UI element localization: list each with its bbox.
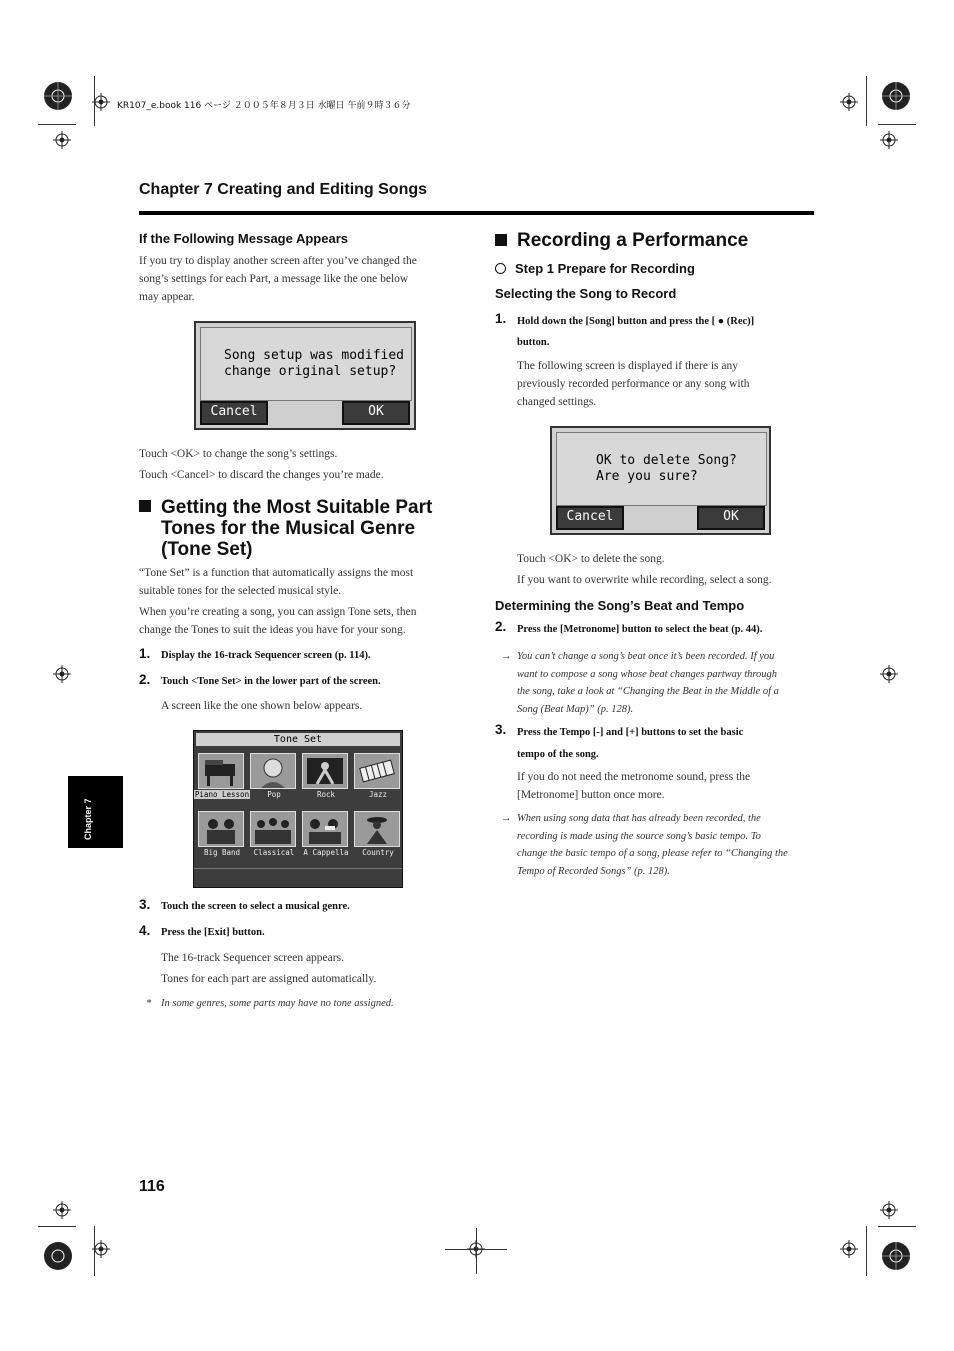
genre-pop-label: Pop: [267, 790, 281, 799]
crop-mark: [866, 1226, 867, 1276]
step-3: 3.: [139, 897, 151, 912]
crop-mark: [866, 76, 867, 126]
orchestra-icon: [251, 812, 295, 846]
registration-target-icon: [42, 1240, 74, 1277]
crosshair-icon: [92, 93, 110, 116]
genre-country-label: Country: [362, 848, 394, 857]
beat-tempo-heading: Determining the Song’s Beat and Tempo: [495, 598, 745, 613]
genre-jazz-label: Jazz: [368, 790, 388, 799]
tone-set-intro: “Tone Set” is a function that automatically assigns the most suitable tones for the selected musical style.: [139, 567, 414, 597]
footnote-mark: *: [146, 998, 152, 1009]
genre-rock-tile[interactable]: [302, 753, 348, 789]
ok-button[interactable]: OK: [342, 401, 410, 425]
genre-big-band-label: Big Band: [203, 848, 241, 857]
recording-section-heading: Recording a Performance: [495, 230, 748, 251]
tones-assigned-text: Tones for each part are assigned automatically.: [161, 973, 377, 985]
genre-pop-tile[interactable]: [250, 753, 296, 789]
genre-piano-lesson-tile[interactable]: [198, 753, 244, 789]
genre-country-tile[interactable]: [354, 811, 400, 847]
keyboard-icon: [355, 754, 399, 788]
step-3-text: Touch the screen to select a musical genre.: [161, 901, 350, 912]
piano-icon: [199, 754, 243, 788]
footnote: In some genres, some parts may have no tone assigned.: [161, 998, 394, 1009]
delete-song-dialog: [550, 426, 771, 535]
registration-target-icon: [880, 1240, 912, 1277]
rec-step-2-text: Press the [Metronome] button to select the beat (p. 44).: [517, 624, 763, 635]
select-song-heading: Selecting the Song to Record: [495, 286, 677, 301]
section-square-icon: [495, 234, 507, 246]
overwrite-text: If you want to overwrite while recording, select a song.: [517, 574, 772, 586]
circle-bullet-icon: [495, 263, 506, 274]
setup-modified-dialog: [194, 321, 416, 430]
genre-classical-tile[interactable]: [250, 811, 296, 847]
genre-jazz-tile[interactable]: [354, 753, 400, 789]
step-4: 4.: [139, 923, 151, 938]
band-icon: [199, 812, 243, 846]
genre-piano-lesson-label: Piano Lesson: [194, 790, 250, 799]
section-square-icon: [139, 500, 151, 512]
genre-big-band-tile[interactable]: [198, 811, 244, 847]
singer-icon: [251, 754, 295, 788]
step-1-text: Display the 16-track Sequencer screen (p. 114).: [161, 650, 371, 661]
ok-button[interactable]: OK: [697, 506, 765, 530]
crosshair-icon: [53, 1201, 71, 1224]
touch-ok-text: Touch <OK> to change the song’s settings.: [139, 448, 338, 460]
vocal-group-icon: [303, 812, 347, 846]
rec-step-1-line1: Hold down the [Song] button and press the [ ● (Rec)]: [517, 316, 755, 327]
rec-step-1-number: 1.: [495, 311, 507, 326]
dialog-message: Song setup was modified change original setup?: [224, 348, 405, 379]
crosshair-icon: [840, 1240, 858, 1263]
rec-step-1-body: The following screen is displayed if there is any previously recorded performance or any song with changed settings.: [517, 360, 750, 408]
registration-target-icon: [880, 80, 912, 117]
crosshair-icon: [92, 1240, 110, 1263]
touch-cancel-text: Touch <Cancel> to discard the changes you’re made.: [139, 469, 384, 481]
step-4-text: Press the [Exit] button.: [161, 927, 265, 938]
crop-mark: [476, 1228, 477, 1274]
genre-a-cappella-tile[interactable]: [302, 811, 348, 847]
crosshair-icon: [880, 131, 898, 154]
crop-mark: [878, 124, 916, 125]
file-info: KR107_e.book 116 ページ ２００５年８月３日 水曜日 午前９時３６分: [117, 101, 411, 111]
cancel-button[interactable]: Cancel: [556, 506, 624, 530]
chapter-tab-label: Chapter 7: [83, 798, 93, 840]
genre-classical-label: Classical: [253, 848, 295, 857]
sequencer-appears-text: The 16-track Sequencer screen appears.: [161, 952, 344, 964]
beat-note: You can’t change a song’s beat once it’s been recorded. If you want to compose a song whose beat changes partway through the song, take a look at “Changing the Beat in the Middle of a Song (Beat Map)” (p. 128).: [517, 651, 779, 715]
tone-set-intro-2: When you’re creating a song, you can assign Tone sets, then change the Tones to suit the ideas you have for your song.: [139, 606, 417, 636]
message-heading: If the Following Message Appears: [139, 231, 348, 246]
rec-step-3-number: 3.: [495, 722, 507, 737]
genre-rock-label: Rock: [316, 790, 336, 799]
rec-step-3-line2: tempo of the song.: [517, 749, 599, 760]
genre-a-cappella-label: A Cappella: [303, 848, 349, 857]
screen-appears-text: A screen like the one shown below appears.: [161, 700, 363, 712]
guitarist-icon: [303, 754, 347, 788]
message-paragraph: If you try to display another screen after you’ve changed the song’s settings for each Part, a message like the one below may appear.: [139, 255, 417, 303]
step-2-text: Touch <Tone Set> in the lower part of the screen.: [161, 676, 381, 687]
crop-mark: [878, 1226, 916, 1227]
crosshair-icon: [53, 665, 71, 688]
crop-mark: [38, 124, 76, 125]
crosshair-icon: [53, 131, 71, 154]
chapter-side-tab: [68, 776, 123, 848]
note-arrow-icon: →: [501, 813, 512, 824]
note-arrow-icon: →: [501, 651, 512, 662]
tone-set-section-heading: Getting the Most Suitable Part Tones for the Musical Genre (Tone Set): [139, 497, 469, 560]
dialog-message: OK to delete Song? Are you sure?: [596, 453, 737, 484]
crosshair-icon: [880, 665, 898, 688]
tempo-note: When using song data that has already been recorded, the recording is made using the source song’s basic tempo. To change the basic tempo of a song, please refer to “Changing the Tempo of Recorded Songs” (p. 128).: [517, 813, 788, 877]
crosshair-icon: [840, 93, 858, 116]
chapter-title: Chapter 7 Creating and Editing Songs: [139, 181, 428, 198]
step-1: 1.: [139, 646, 151, 661]
tone-set-screen: [193, 730, 403, 888]
cowboy-icon: [355, 812, 399, 846]
rec-step-3-line1: Press the Tempo [-] and [+] buttons to set the basic: [517, 727, 744, 738]
header-rule: [139, 211, 814, 215]
touch-ok-delete-text: Touch <OK> to delete the song.: [517, 553, 665, 565]
crop-mark: [38, 1226, 76, 1227]
crosshair-icon: [880, 1201, 898, 1224]
registration-target-icon: [42, 80, 74, 117]
page-number: 116: [139, 1178, 165, 1195]
step-2: 2.: [139, 672, 151, 687]
rec-step-3-body: If you do not need the metronome sound, press the [Metronome] button once more.: [517, 771, 751, 801]
rec-step-2-number: 2.: [495, 619, 507, 634]
rec-step-1-line2: button.: [517, 337, 550, 348]
cancel-button[interactable]: Cancel: [200, 401, 268, 425]
tone-set-title: Tone Set: [196, 733, 400, 746]
step-heading: Step 1 Prepare for Recording: [495, 261, 695, 276]
